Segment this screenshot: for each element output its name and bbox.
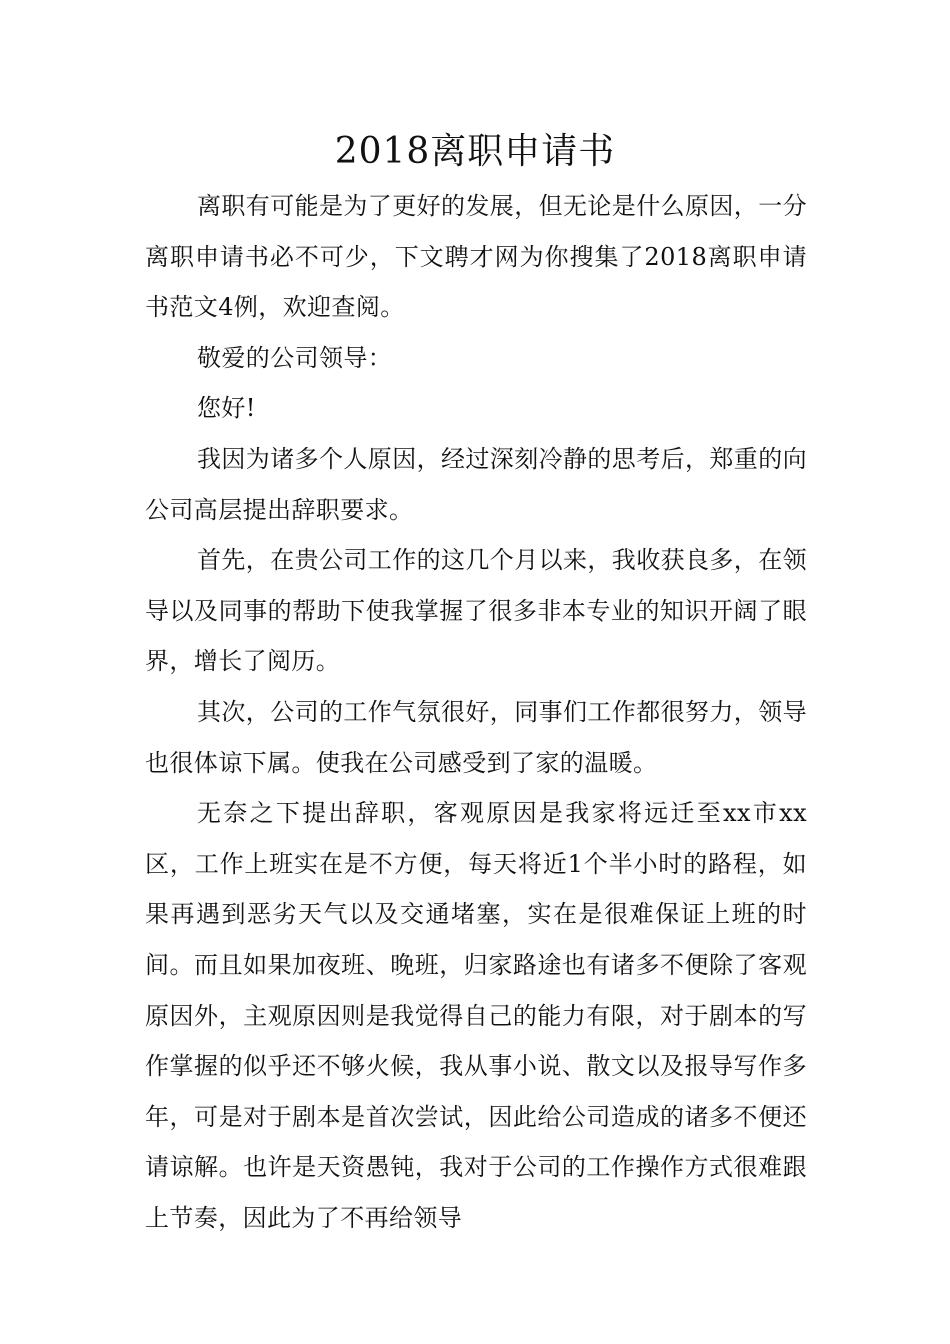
body-paragraph: 我因为诸多个人原因，经过深刻冷静的思考后，郑重的向公司高层提出辞职要求。 (145, 444, 807, 524)
document-body (145, 181, 807, 1243)
body-paragraph: 其次，公司的工作气氛很好，同事们工作都很努力，领导也很体谅下属。使我在公司感受到了家的温暖。 (145, 697, 807, 777)
intro-paragraph: 离职有可能是为了更好的发展，但无论是什么原因，一分离职申请书必不可少，下文聘才网为你搜集了2018离职申请书范文4例，欢迎查阅。 (145, 192, 807, 322)
salutation: 敬爱的公司领导： (197, 343, 393, 372)
body-paragraph: 首先，在贵公司工作的这几个月以来，我收获良多，在领导以及同事的帮助下使我掌握了很多非本专业的知识开阔了眼界，增长了阅历。 (145, 546, 807, 676)
body-paragraph: 无奈之下提出辞职，客观原因是我家将远迁至xx市xx区，工作上班实在是不方便，每天将近1个半小时的路程，如果再遇到恶劣天气以及交通堵塞，实在是很难保证上班的时间。而且如果加夜班、晚班，归家路途也有诸多不便除了客观原因外，主观原因则是我觉得自己的能力有限，对于剧本的写作掌握的似乎还不够火候，我从事小说、散文以及报导写作多年，可是对于剧本是首次尝试，因此给公司造成的诸多不便还请谅解。也许是天资愚钝，我对于公司的工作操作方式很难跟上节奏，因此为了不再给领导 (145, 799, 807, 1232)
greeting: 您好! (197, 394, 256, 423)
document-title: 2018离职申请书 (334, 131, 616, 172)
